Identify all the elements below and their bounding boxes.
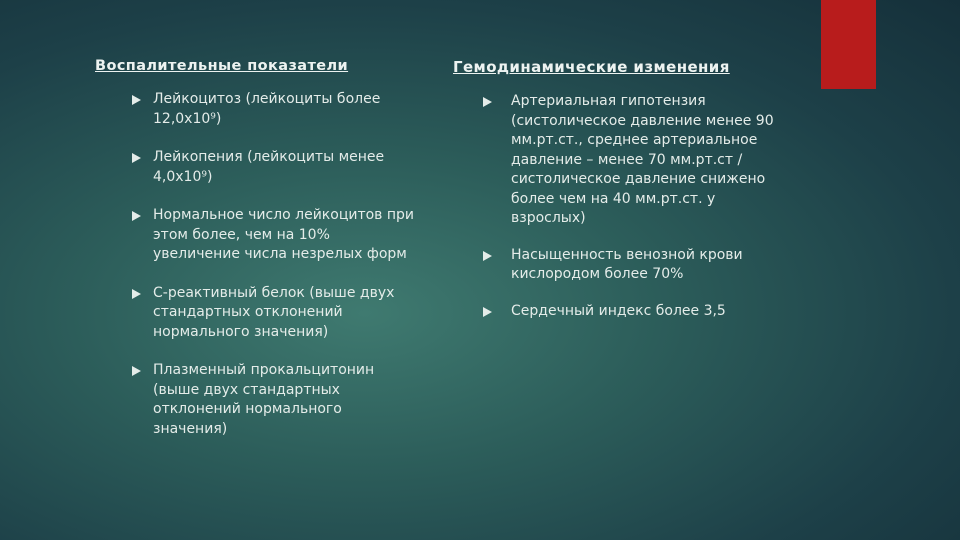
triangle-bullet-icon bbox=[132, 153, 141, 163]
list-item bbox=[95, 90, 425, 129]
triangle-bullet-icon bbox=[483, 97, 492, 107]
bullet-list bbox=[95, 90, 425, 439]
triangle-bullet-icon bbox=[132, 211, 141, 221]
list-item-text: Нормальное число лейкоцитов при этом более, чем на 10% увеличение числа незрелых форм bbox=[153, 207, 415, 262]
triangle-bullet-icon bbox=[483, 251, 492, 261]
list-item-text: Артериальная гипотензия (систолическое давление менее 90 мм.рт.ст., среднее артериальное давление – менее 70 мм.рт.ст / систолическое давление снижено более чем на 40 мм.рт.ст. у взрослых) bbox=[511, 93, 774, 226]
list-item-text: Насыщенность венозной крови кислородом более 70% bbox=[511, 246, 743, 282]
list-item bbox=[95, 206, 425, 265]
list-item-text: С-реактивный белок (выше двух стандартных отклонений нормального значения) bbox=[153, 284, 395, 340]
list-item bbox=[95, 284, 425, 343]
list-item bbox=[453, 302, 813, 322]
list-item-text: Лейкоцитоз (лейкоциты более 12,0x10⁹) bbox=[153, 91, 381, 127]
list-item-text: Лейкопения (лейкоциты менее 4,0x10⁹) bbox=[153, 149, 385, 185]
column-title: Гемодинамические изменения bbox=[453, 58, 730, 76]
hemodynamic-changes-column bbox=[453, 58, 813, 338]
list-item-text: Плазменный прокальцитонин (выше двух стандартных отклонений нормального значения) bbox=[153, 362, 375, 437]
list-item bbox=[95, 148, 425, 187]
list-item bbox=[453, 246, 813, 285]
list-item bbox=[95, 361, 425, 439]
bullet-list bbox=[453, 92, 813, 321]
inflammatory-markers-column bbox=[95, 58, 425, 458]
accent-bar bbox=[821, 0, 876, 89]
list-item-text: Сердечный индекс более 3,5 bbox=[511, 302, 726, 319]
triangle-bullet-icon bbox=[483, 307, 492, 317]
list-item bbox=[453, 92, 813, 229]
column-title: Воспалительные показатели bbox=[95, 58, 349, 74]
triangle-bullet-icon bbox=[132, 95, 141, 105]
triangle-bullet-icon bbox=[132, 366, 141, 376]
triangle-bullet-icon bbox=[132, 289, 141, 299]
